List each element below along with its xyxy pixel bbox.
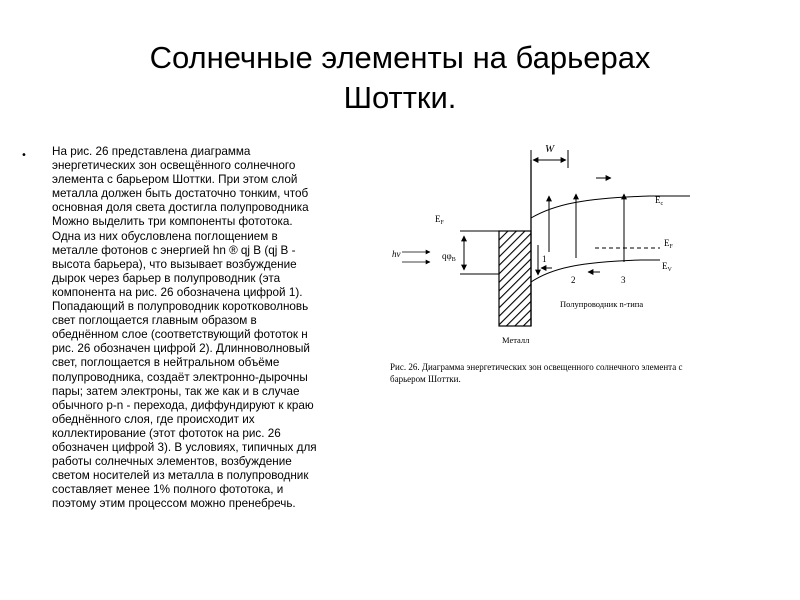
ef-left-subscript: F: [440, 220, 444, 226]
ef-right-text: E: [664, 238, 670, 248]
barrier-height-label: [442, 251, 456, 263]
caption-line-2: барьером Шоттки.: [390, 374, 461, 384]
body-line: элемента с барьером Шоттки. При этом слой: [52, 173, 298, 187]
photon-label: hν: [392, 249, 401, 259]
ef-right-subscript: F: [669, 244, 673, 250]
band-diagram-figure: [386, 138, 786, 398]
width-label: W: [545, 143, 555, 155]
ef-left-text: E: [435, 214, 441, 224]
body-line: дырок через барьер в полупроводник (эта: [52, 271, 281, 285]
ev-text: E: [662, 261, 668, 271]
component-1-label: 1: [542, 254, 547, 264]
body-line: металле фотонов с энергией hn ® qj B (qj B -: [52, 243, 296, 257]
ef-left-label: [435, 214, 445, 226]
figure-caption: [390, 361, 785, 385]
ec-subscript: c: [660, 201, 664, 207]
body-line: свет поглощается главным образом в: [52, 314, 257, 328]
component-3-label: 3: [621, 275, 626, 285]
metal-label: Металл: [502, 335, 530, 345]
body-line: составляет менее 1% полного фототока, и: [52, 483, 284, 497]
slide-title-line-2: Шоттки.: [343, 80, 457, 115]
body-line: металла должен быть достаточно тонким, чтоб: [52, 187, 309, 201]
body-line: светом носителей из металла в полупроводник: [52, 469, 309, 483]
band-diagram: [386, 138, 786, 398]
body-line: Можно выделить три компоненты фототока.: [52, 215, 293, 229]
metal-block: [499, 231, 531, 326]
ef-right-label: [664, 238, 674, 250]
body-line: рис. 26 обозначен цифрой 2). Длинноволновый: [52, 342, 310, 356]
body-line: пары; затем электроны, так же как и в случае: [52, 384, 300, 398]
semiconductor-label: Полупроводник n-типа: [560, 299, 644, 309]
slide-title: [0, 38, 800, 118]
ev-label: [662, 261, 673, 273]
ec-text: E: [655, 195, 661, 205]
bullet-marker: •: [21, 150, 27, 161]
slide-title-line-1: Солнечные элементы на барьерах: [149, 40, 651, 75]
body-line: Попадающий в полупроводник коротковолновь: [52, 300, 309, 314]
ec-label: [655, 195, 664, 207]
body-line: обозначен цифрой 3). В условиях, типичных для: [52, 440, 317, 454]
body-line: обычного p-n - перехода, диффундируют к краю: [52, 398, 314, 412]
body-line: высота барьера), что вызывает возбуждение: [52, 257, 297, 271]
body-line: работы солнечных элементов, возбуждение: [52, 455, 292, 469]
caption-line-1: Рис. 26. Диаграмма энергетических зон освещенного солнечного элемента с: [390, 362, 683, 372]
barrier-height-text: qφ: [442, 251, 452, 261]
body-line: обеднённого слоя, где происходит их: [52, 412, 255, 426]
body-line: поэтому этим процессом можно пренебречь.: [52, 497, 296, 511]
body-line: коллектирование (этот фототок на рис. 26: [52, 426, 281, 440]
ev-subscript: V: [667, 267, 672, 273]
body-line: компонента на рис. 26 обозначена цифрой 1).: [52, 285, 303, 299]
barrier-height-subscript: B: [451, 257, 456, 263]
body-line: Одна из них обусловлена поглощением в: [52, 229, 278, 243]
body-line: обеднённом слое (соответствующий фототок н: [52, 328, 308, 342]
body-line: энергетических зон освещённого солнечного: [52, 159, 296, 173]
body-line: На рис. 26 представлена диаграмма: [52, 145, 251, 158]
component-2-label: 2: [571, 275, 576, 285]
body-line: полупроводника, создаёт электронно-дырочны: [52, 370, 308, 384]
body-paragraph: [52, 145, 388, 530]
body-line: основная доля света достигла полупроводника: [52, 201, 309, 215]
body-line: свет, поглощается в нейтральном объёме: [52, 356, 280, 370]
